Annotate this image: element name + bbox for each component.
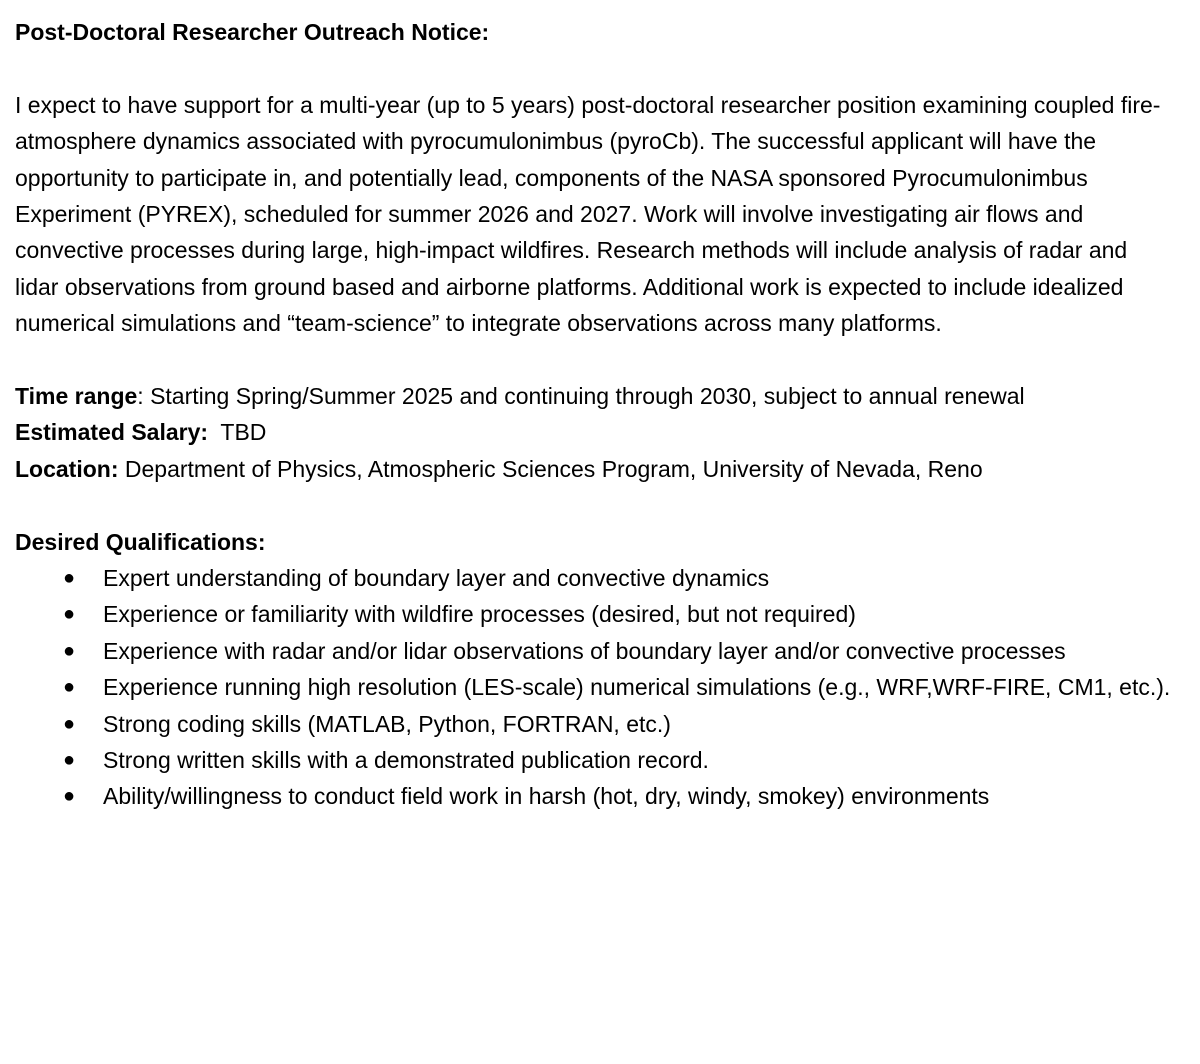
document-title: Post-Doctoral Researcher Outreach Notice: <box>15 19 490 45</box>
location-label: Location: <box>15 455 119 482</box>
time-range-row <box>15 378 1172 414</box>
time-range-value: Starting Spring/Summer 2025 and continuing through 2030, subject to annual renewal <box>143 383 1025 410</box>
time-range-separator: : <box>137 383 144 410</box>
bullet-icon: ● <box>62 712 76 735</box>
bullet-icon: ● <box>62 785 76 808</box>
list-item <box>15 633 1172 669</box>
qualifications-list <box>15 560 1172 815</box>
qualification-text: Strong coding skills (MATLAB, Python, FORTRAN, etc.) <box>103 710 671 737</box>
qualification-text: Strong written skills with a demonstrated publication record. <box>103 747 709 774</box>
qualifications-heading: Desired Qualifications: <box>15 528 266 555</box>
list-item <box>15 778 1172 814</box>
section-spacer <box>15 487 1172 523</box>
salary-value: TBD <box>208 419 267 446</box>
bullet-icon: ● <box>62 639 76 662</box>
location-row <box>15 451 1172 487</box>
salary-label: Estimated Salary: <box>15 419 209 446</box>
qualification-text: Experience or familiarity with wildfire processes (desired, but not required) <box>103 601 856 628</box>
salary-row <box>15 414 1172 450</box>
list-item <box>15 560 1172 596</box>
qualification-text: Experience running high resolution (LES-scale) numerical simulations (e.g., WRF,WRF-FIRE, CM1, etc.). <box>103 674 1171 701</box>
qualification-text: Expert understanding of boundary layer and convective dynamics <box>103 565 770 592</box>
location-value: Department of Physics, Atmospheric Sciences Program, University of Nevada, Reno <box>118 455 983 482</box>
list-item <box>15 669 1172 705</box>
list-item <box>15 596 1172 632</box>
bullet-icon: ● <box>62 567 76 590</box>
bullet-icon: ● <box>62 749 76 772</box>
list-item <box>15 706 1172 742</box>
bullet-icon: ● <box>62 603 76 626</box>
qualification-text: Ability/willingness to conduct field work in harsh (hot, dry, windy, smokey) environments <box>103 783 990 810</box>
qualification-text: Experience with radar and/or lidar observations of boundary layer and/or convective processes <box>103 637 1066 664</box>
description-paragraph: I expect to have support for a multi-year (up to 5 years) post-doctoral researcher position examining coupled fire-atmosphere dynamics associated with pyrocumulonimbus (pyroCb). The successful applicant will have the opportunity to participate in, and potentially lead, components of the NASA sponsored Pyrocumulonimbus Experiment (PYREX), scheduled for summer 2026 and 2027. Work will involve investigating air flows and convective processes during large, high-impact wildfires. Research methods will include analysis of radar and lidar observations from ground based and airborne platforms. Additional work is expected to include idealized numerical simulations and “team-science” to integrate observations across many platforms. <box>15 91 1161 337</box>
list-item <box>15 742 1172 778</box>
bullet-icon: ● <box>62 676 76 699</box>
time-range-label: Time range <box>15 383 138 410</box>
